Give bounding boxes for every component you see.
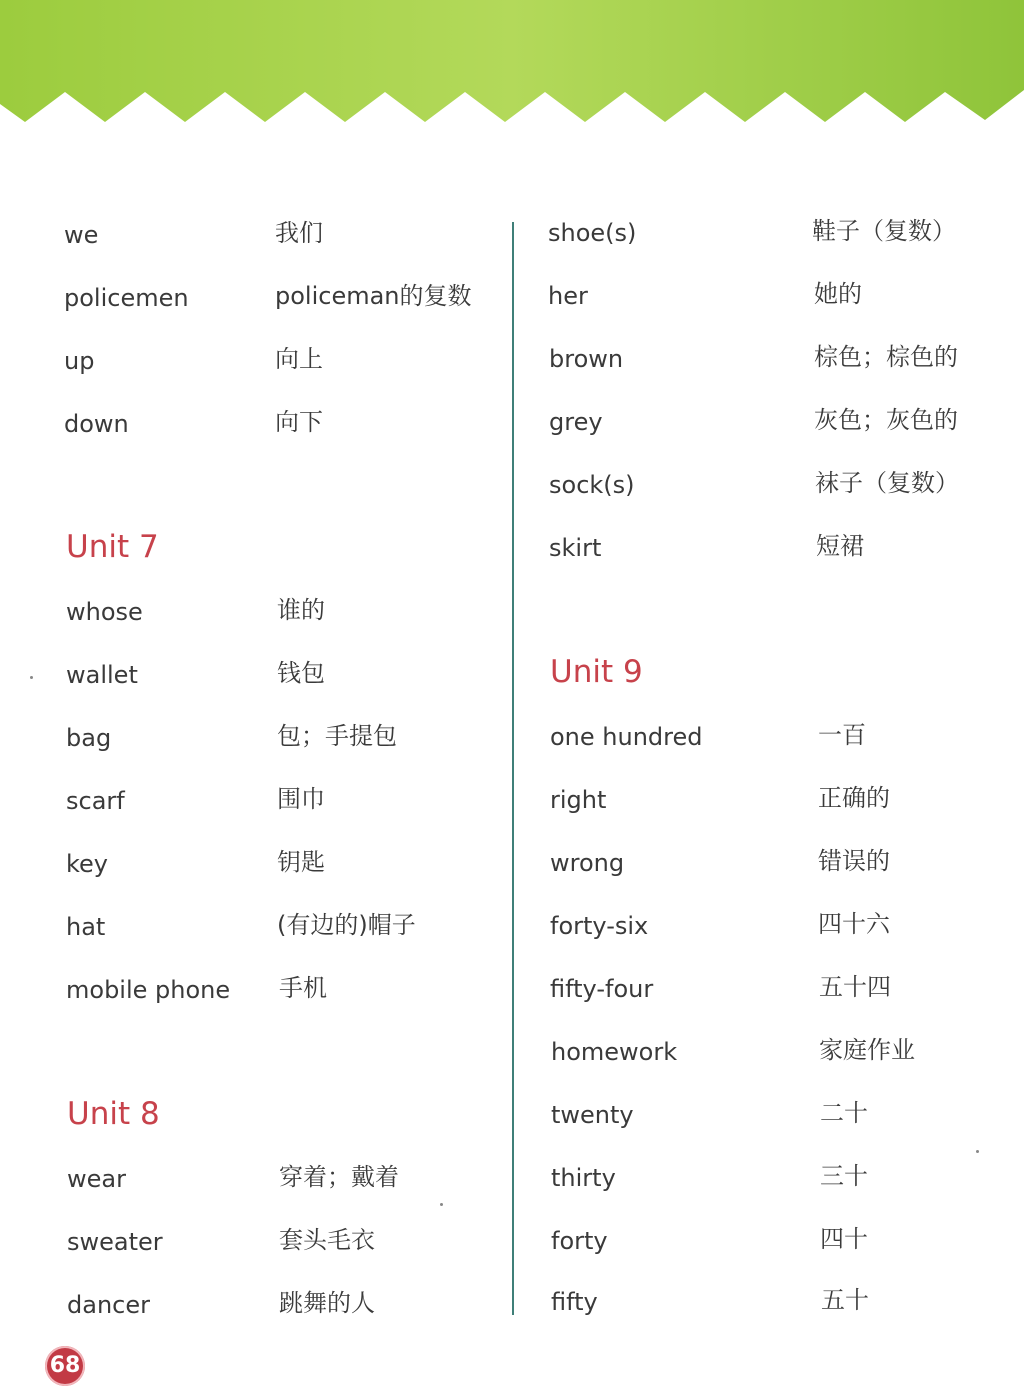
word-en: wrong [550,849,625,877]
word-en: skirt [549,534,602,562]
word-en: key [66,850,109,878]
word-en: brown [549,345,624,373]
green-banner [0,0,1024,130]
word-zh: 袜子（复数） [815,469,959,497]
word-zh: 我们 [275,219,323,247]
word-en: up [64,347,95,375]
unit-7-heading: Unit 7 [66,529,159,565]
word-zh: 棕色；棕色的 [814,343,958,371]
word-zh: 谁的 [277,596,325,624]
word-zh: 她的 [814,280,862,308]
stray-dot [976,1150,979,1153]
unit-8-heading: Unit 8 [67,1096,160,1132]
word-zh: 鞋子（复数） [812,217,956,245]
word-zh: 围巾 [277,785,325,813]
word-en: wallet [66,661,138,689]
word-zh: 家庭作业 [819,1036,915,1064]
word-zh: 错误的 [818,847,890,875]
word-en: mobile phone [66,976,231,1004]
word-zh: 二十 [820,1099,868,1127]
word-zh: 手机 [279,974,327,1002]
word-zh: 四十六 [818,910,890,938]
word-en: shoe(s) [548,219,637,247]
word-zh: 五十四 [819,973,891,1001]
word-en: right [550,786,607,814]
word-en: her [548,282,588,310]
word-zh: 向上 [275,345,323,373]
column-divider [512,222,514,1315]
word-zh: 正确的 [818,784,890,812]
word-zh: 五十 [821,1286,869,1314]
word-en: scarf [66,787,125,815]
word-en: forty [551,1227,608,1255]
stray-dot [30,676,33,679]
word-en: sweater [67,1228,163,1256]
word-en: bag [66,724,112,752]
word-zh: 四十 [820,1225,868,1253]
word-zh: 短裙 [816,532,864,560]
word-en: policemen [64,284,189,312]
unit-9-heading: Unit 9 [550,654,643,690]
word-en: forty-six [550,912,649,940]
word-zh: 灰色；灰色的 [814,406,958,434]
page-number-badge: 68 [45,1346,85,1386]
word-zh: 钱包 [277,659,325,687]
word-en: homework [551,1038,678,1066]
word-zh: 一百 [818,721,866,749]
word-zh: 穿着；戴着 [279,1163,399,1191]
word-en: fifty [551,1288,598,1316]
word-zh: (有边的)帽子 [277,911,416,939]
word-zh: 包；手提包 [277,722,397,750]
word-zh: 向下 [275,408,323,436]
word-en: one hundred [550,723,703,751]
word-zh: policeman的复数 [275,282,472,310]
word-en: twenty [551,1101,634,1129]
word-en: thirty [551,1164,616,1192]
word-zh: 钥匙 [277,848,325,876]
word-en: whose [66,598,143,626]
word-en: wear [67,1165,126,1193]
word-zh: 套头毛衣 [279,1226,375,1254]
word-zh: 跳舞的人 [279,1289,375,1317]
word-en: fifty-four [550,975,654,1003]
word-en: grey [549,408,603,436]
word-en: we [64,221,99,249]
word-en: sock(s) [549,471,635,499]
word-en: dancer [67,1291,150,1319]
stray-dot [440,1203,443,1206]
word-zh: 三十 [820,1162,868,1190]
word-en: hat [66,913,106,941]
word-en: down [64,410,129,438]
